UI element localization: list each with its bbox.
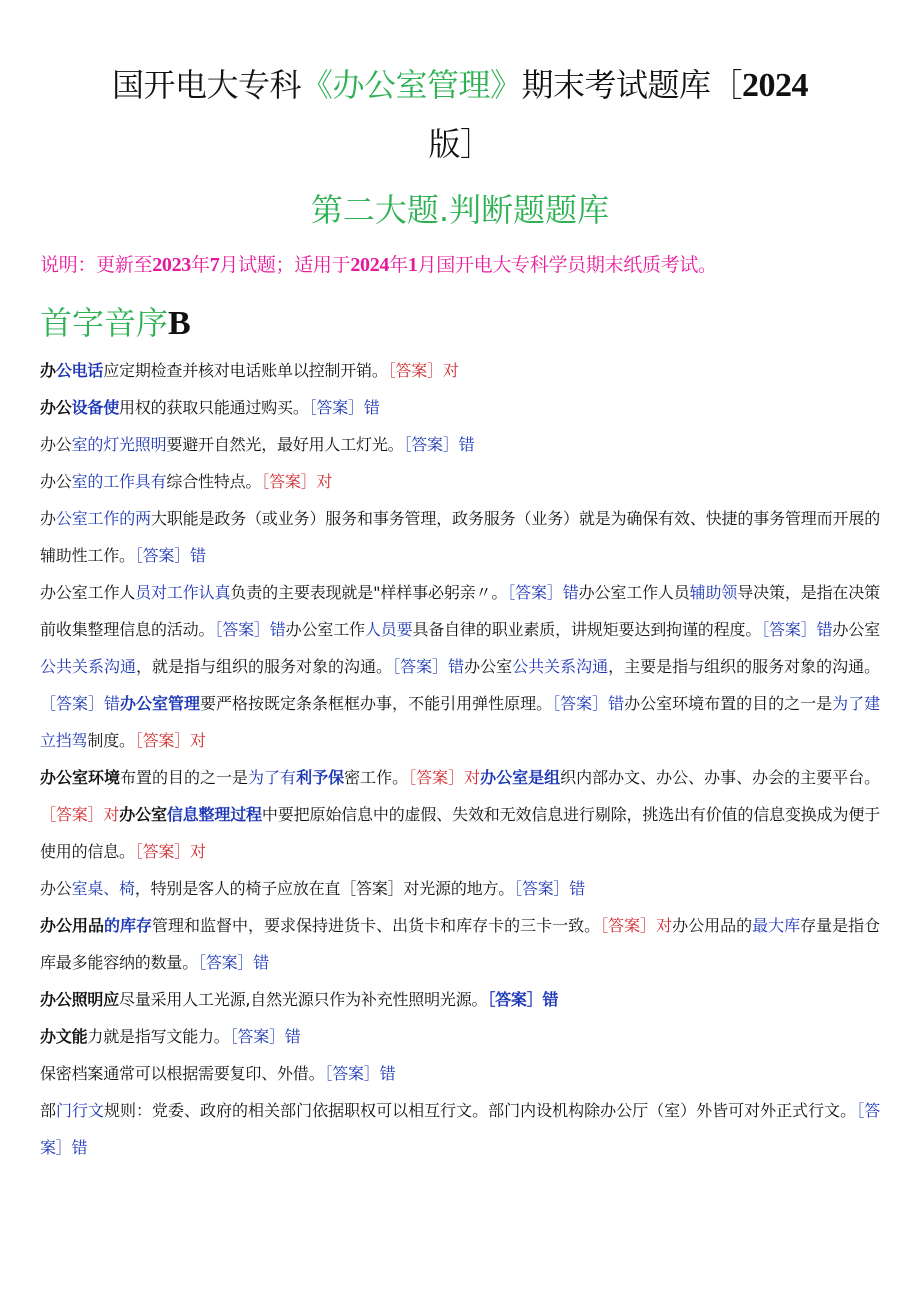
keyword-highlight: 公室工作的两 xyxy=(55,509,151,528)
title-part: 期末考试题库［ xyxy=(521,66,743,104)
keyword-highlight: 利予保 xyxy=(296,768,345,787)
question-text: 办公 xyxy=(40,435,72,454)
question-text: 布置的目的之一是 xyxy=(120,768,249,787)
question-text: 管理和监督中，要求保持进货卡、出货卡和库存卡的三卡一致。 xyxy=(152,916,601,935)
question-text: 办公用品的 xyxy=(672,916,753,935)
question-text: ，主要是指与组织的服务对象的沟通。 xyxy=(608,657,880,676)
question-list xyxy=(40,352,880,1166)
note-text: 说明：更新至 xyxy=(40,254,153,276)
answer-label: ［答案］错 xyxy=(392,657,465,676)
answer-label: ［答案］错 xyxy=(487,990,559,1009)
question-item xyxy=(40,426,880,463)
keyword-highlight: 员对工作认真 xyxy=(135,583,231,602)
document-title xyxy=(40,56,880,173)
note-number: 7 xyxy=(209,254,220,276)
title-course-name: 《办公室管理》 xyxy=(300,66,522,104)
question-text: 用权的获取只能通过购买。 xyxy=(119,398,309,417)
question-text: 大职能是政务（或业务）服务和事务管理，政务服务（业务）就是为确保有效、快捷的事务管理而开展的辅助性工作。 xyxy=(40,509,880,565)
note-text: 月国开电大专科学员期末纸质考试。 xyxy=(417,254,717,276)
group-title xyxy=(40,298,191,349)
question-item xyxy=(40,389,880,426)
question-text: 办公室环境布置的目的之一是 xyxy=(624,694,833,713)
answer-label: ［答案］对 xyxy=(387,361,459,380)
question-text: 尽量采用人工光源,自然光源只作为补充性照明光源。 xyxy=(119,990,488,1009)
question-text: 综合性特点。 xyxy=(166,472,262,491)
keyword: 办公照明应 xyxy=(40,990,120,1009)
keyword-highlight: 信息整理过程 xyxy=(166,805,262,824)
question-text: 制度。 xyxy=(87,731,135,750)
answer-label: ［答案］对 xyxy=(261,472,333,491)
question-text: 应定期检查并核对电话账单以控制开销。 xyxy=(103,361,388,380)
question-text: 导决策，是指在决策前收集整理信息的活动。 xyxy=(40,583,880,639)
keyword-highlight: 门行文 xyxy=(56,1101,105,1120)
keyword-highlight: 为了有 xyxy=(248,768,297,787)
question-item xyxy=(40,1055,880,1092)
note-text: 年 xyxy=(191,254,210,276)
question-item xyxy=(40,574,880,759)
question-text: 中要把原始信息中的虚假、失效和无效信息进行剔除，挑选出有价值的信息变换成为便于使用的信息。 xyxy=(40,805,880,861)
note-number: 1 xyxy=(407,254,418,276)
answer-label: ［答案］错 xyxy=(514,879,586,898)
question-text: 具备自律的职业素质，讲规矩要达到拘谨的程度。 xyxy=(412,620,762,639)
title-part: 国开电大专科 xyxy=(111,66,301,104)
question-text: 办公室工作 xyxy=(285,620,365,639)
answer-label: ［答案］错 xyxy=(308,398,380,417)
question-item xyxy=(40,981,880,1018)
keyword-highlight: 最大库 xyxy=(752,916,801,935)
keyword: 办公室 xyxy=(119,805,167,824)
question-item xyxy=(40,463,880,500)
answer-label: ［答案］对 xyxy=(408,768,481,787)
note-number: 2023 xyxy=(152,254,192,276)
keyword-highlight: 办公室管理 xyxy=(120,694,201,713)
question-text: 负责的主要表现就是"样样事必躬亲〃。 xyxy=(230,583,508,602)
question-item xyxy=(40,1092,880,1166)
keyword: 办公室环境 xyxy=(40,768,121,787)
question-text: 部 xyxy=(40,1101,57,1120)
question-text: 办公 xyxy=(40,879,72,898)
question-text: 办 xyxy=(40,509,56,528)
question-item xyxy=(40,759,880,870)
note-text: 月试题；适用于 xyxy=(219,254,351,276)
answer-label: ［答案］错 xyxy=(761,620,833,639)
keyword: 办公用品 xyxy=(40,916,105,935)
group-title-text: 首字音序 xyxy=(40,304,169,342)
answer-label: ［答案］错 xyxy=(229,1027,301,1046)
keyword-highlight: 室的灯光照明 xyxy=(71,435,167,454)
question-item xyxy=(40,500,880,574)
answer-label: ［答案］错 xyxy=(507,583,579,602)
keyword: 办公 xyxy=(40,398,72,417)
question-item xyxy=(40,352,880,389)
keyword-highlight: 人员要 xyxy=(364,620,413,639)
keyword-highlight: 辅助领 xyxy=(689,583,738,602)
note-line xyxy=(40,248,900,282)
answer-label: ［答案］错 xyxy=(214,620,286,639)
note-number: 2024 xyxy=(350,254,390,276)
title-part: 版］ xyxy=(428,125,492,163)
question-text: 要严格按既定条条框框办事，不能引用弹性原理。 xyxy=(200,694,553,713)
answer-label: ［答案］错 xyxy=(40,1101,880,1157)
question-text: ，特别是客人的椅子应放在直［答案］对光源的地方。 xyxy=(134,879,515,898)
question-text: 规则：党委、政府的相关部门依据职权可以相互行文。部门内设机构除办公厅（室）外皆可对外正式行文。 xyxy=(104,1101,857,1120)
keyword-highlight: 公共关系沟通 xyxy=(512,657,609,676)
keyword-highlight: 室的工作具有 xyxy=(71,472,167,491)
keyword-highlight: 的库存 xyxy=(104,916,153,935)
answer-label: ［答案］错 xyxy=(40,694,121,713)
keyword-highlight: 公共关系沟通 xyxy=(40,657,137,676)
question-text: 存量是指仓库最多能容纳的数量。 xyxy=(40,916,880,972)
keyword: 办文能 xyxy=(40,1027,88,1046)
answer-label: ［答案］对 xyxy=(134,842,206,861)
keyword-highlight: 公电话 xyxy=(55,361,104,380)
title-year: 2024 xyxy=(742,67,809,104)
question-text: 织内部办文、办公、办事、办会的主要平台。 xyxy=(560,768,880,787)
question-text: 办公室工作人员 xyxy=(578,583,690,602)
question-text: 要避开自然光，最好用人工灯光。 xyxy=(166,435,404,454)
question-item xyxy=(40,1018,880,1055)
answer-label: ［答案］错 xyxy=(198,953,270,972)
answer-label: ［答案］对 xyxy=(40,805,120,824)
section-title: 第二大题.判断题题库 xyxy=(310,191,610,229)
answer-label: ［答案］对 xyxy=(134,731,206,750)
question-text: 办公室 xyxy=(832,620,880,639)
keyword-highlight: 设备使 xyxy=(71,398,120,417)
answer-label: ［答案］错 xyxy=(134,546,206,565)
keyword-highlight: 室桌、椅 xyxy=(71,879,135,898)
question-text: 办公室 xyxy=(464,657,513,676)
question-text: 保密档案通常可以根据需要复印、外借。 xyxy=(40,1064,325,1083)
keyword: 办 xyxy=(40,361,56,380)
question-text: 力就是指写文能力。 xyxy=(87,1027,230,1046)
keyword-highlight: 办公室是组 xyxy=(480,768,561,787)
group-letter: B xyxy=(168,305,191,342)
question-text: 办公室工作人 xyxy=(40,583,136,602)
question-text: 密工作。 xyxy=(344,768,409,787)
answer-label: ［答案］对 xyxy=(600,916,673,935)
note-text: 年 xyxy=(389,254,408,276)
question-item xyxy=(40,907,880,981)
question-text: 办公 xyxy=(40,472,72,491)
question-text: ，就是指与组织的服务对象的沟通。 xyxy=(136,657,393,676)
answer-label: ［答案］错 xyxy=(324,1064,396,1083)
question-item xyxy=(40,870,880,907)
keyword-highlight: 为了建立挡驾 xyxy=(40,694,880,750)
answer-label: ［答案］错 xyxy=(552,694,625,713)
answer-label: ［答案］错 xyxy=(403,435,475,454)
